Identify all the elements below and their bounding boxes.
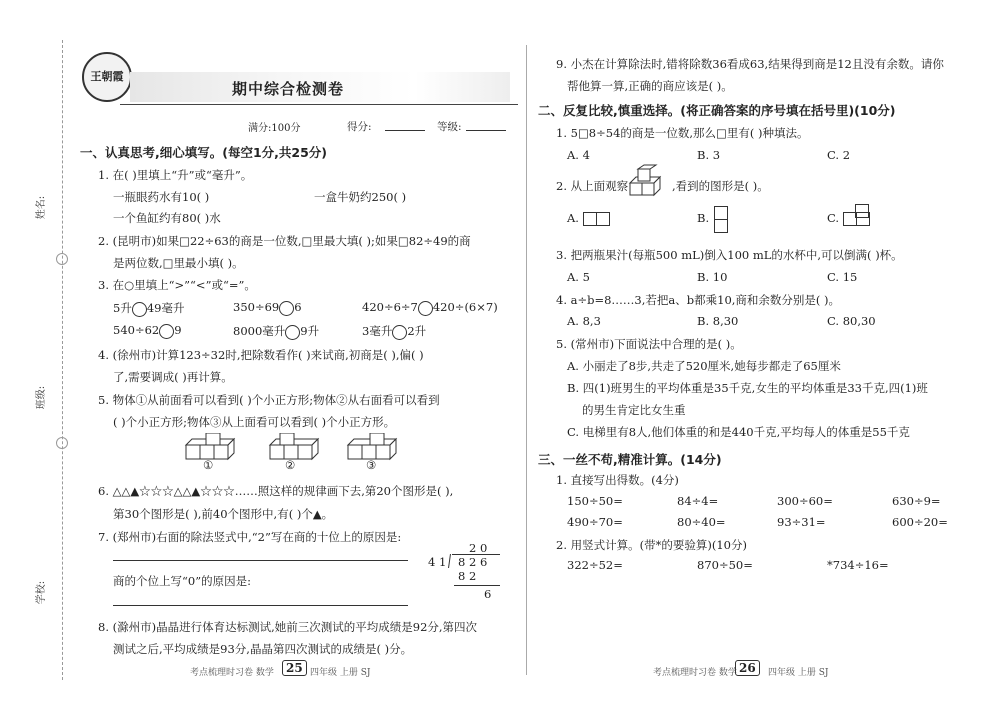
c1-item: 93÷31= [777, 515, 826, 529]
p3-option-c[interactable]: C. 15 [827, 270, 858, 284]
q6-line2: 第30个图形是( ),前40个图形中,有( )个▲。 [113, 507, 334, 521]
square-icon [596, 212, 610, 226]
compare-circle[interactable] [392, 325, 407, 340]
c2-item: *734÷16= [827, 558, 889, 572]
section-2-heading: 二、反复比较,慎重选择。(将正确答案的序号填在括号里)(10分) [538, 103, 896, 118]
q7-line1: 7. (郑州市)右面的除法竖式中,“2”写在商的十位上的原因是: [98, 530, 402, 544]
p2-option-b[interactable]: B. [697, 211, 710, 225]
p1-option-a[interactable]: A. 4 [567, 148, 590, 162]
p5-text: 5. (常州市)下面说法中合理的是( )。 [556, 337, 742, 351]
p3-option-b[interactable]: B. 10 [697, 270, 728, 284]
q3-text: 3. 在○里填上“>”“<”或“=”。 [98, 278, 256, 292]
header-rule [120, 104, 518, 105]
footer-left-grade: 四年级 上册 SJ [310, 668, 371, 678]
c1-item: 150÷50= [567, 494, 623, 508]
p1-text: 1. 5□8÷54的商是一位数,那么□里有( )种填法。 [556, 126, 809, 140]
logo-badge [82, 52, 132, 102]
square-icon [714, 219, 728, 233]
margin-class-label: 班级: [36, 385, 48, 410]
c1-item: 490÷70= [567, 515, 623, 529]
p4-option-c[interactable]: C. 80,30 [827, 314, 876, 328]
p1-option-c[interactable]: C. 2 [827, 148, 851, 162]
binding-line [62, 40, 63, 680]
q3-row1b: 350÷69 6 [233, 300, 302, 314]
q1c-text: 一个鱼缸约有80( )水 [113, 211, 221, 225]
q7-line2: 商的个位上写“0”的原因是: [113, 574, 251, 588]
q9-line2: 帮他算一算,正确的商应该是( )。 [567, 79, 733, 93]
cube-label-1: ① [203, 458, 214, 472]
margin-name-label: 姓名: [36, 195, 48, 220]
square-icon [855, 204, 869, 218]
q9-line1: 9. 小杰在计算除法时,错将除数36看成63,结果得到商是12且没有余数。请你 [556, 57, 944, 71]
q7-answer-line-1[interactable] [113, 560, 408, 561]
p2-option-c[interactable]: C. [827, 211, 870, 226]
division-divisor: 4 1 [428, 555, 447, 569]
q3-row1c: 420÷6÷7 420÷(6×7) [362, 300, 498, 314]
full-score: 满分:100分 [248, 123, 301, 134]
c2-item: 870÷50= [697, 558, 753, 572]
footer-right-page: 26 [735, 660, 760, 676]
compare-circle[interactable] [132, 302, 147, 317]
square-icon [583, 212, 597, 226]
section-1-heading: 一、认真思考,细心填写。(每空1分,共25分) [80, 145, 328, 160]
p2-option-b-shape [714, 206, 728, 233]
p2-text: 2. 从上面观察 [556, 179, 629, 193]
section-3-heading: 三、一丝不苟,精准计算。(14分) [538, 452, 722, 467]
q3-row1: 5升 49毫升 [113, 301, 185, 315]
q5-line2: ( )个小正方形;物体③从上面看可以看到( )个小正方形。 [113, 415, 396, 429]
division-rule [454, 585, 500, 586]
logo-text: 王朝霞 [90, 70, 124, 83]
c1-item: 300÷60= [777, 494, 833, 508]
p2-cube-figure [628, 163, 672, 201]
cube-figure-1 [186, 433, 234, 459]
footer-left-page: 25 [282, 660, 307, 676]
margin-school-label: 学校: [36, 580, 48, 605]
q2-line1: 2. (昆明市)如果□22÷63的商是一位数,□里最大填( );如果□82÷49的商 [98, 234, 471, 248]
cube-label-2: ② [285, 458, 296, 472]
p5-option-a[interactable]: A. 小丽走了8步,共走了520厘米,她每步都走了65厘米 [567, 359, 841, 373]
cube-label-3: ③ [366, 458, 377, 472]
c1-item: 80÷40= [677, 515, 726, 529]
grade-field[interactable] [466, 130, 506, 131]
c2-item: 322÷52= [567, 558, 623, 572]
score-field[interactable] [385, 130, 425, 131]
q2-line2: 是两位数,□里最小填( )。 [113, 256, 244, 270]
p2-option-a[interactable]: A. [567, 211, 610, 226]
column-divider [526, 45, 527, 675]
p4-option-b[interactable]: B. 8,30 [697, 314, 739, 328]
division-dividend: 8 2 6 [458, 555, 488, 569]
p4-option-a[interactable]: A. 8,3 [567, 314, 601, 328]
binding-hole [56, 437, 68, 449]
division-product: 8 2 [458, 569, 477, 583]
score-label: 得分: [347, 121, 372, 133]
p5-option-b-line2: 的男生肯定比女生重 [582, 403, 686, 417]
page-title: 期中综合检测卷 [232, 80, 345, 98]
q1a-text: 一瓶眼药水有10( ) [113, 190, 210, 204]
c1-item: 84÷4= [677, 494, 719, 508]
division-quotient: 2 0 [469, 541, 488, 555]
square-icon [714, 206, 728, 220]
footer-right-series: 考点梳理时习卷 数学 [653, 668, 737, 678]
p3-option-a[interactable]: A. 5 [567, 270, 590, 284]
p2-text-end: ,看到的图形是( )。 [672, 179, 769, 193]
c1-item: 630÷9= [892, 494, 941, 508]
q4-line1: 4. (徐州市)计算123÷32时,把除数看作( )来试商,初商是( ),偏( ) [98, 348, 424, 362]
compare-circle[interactable] [279, 301, 294, 316]
q1-text: 1. 在( )里填上“升”或“毫升”。 [98, 168, 253, 182]
p2-option-c-top [855, 200, 869, 219]
p5-option-b-line1[interactable]: B. 四(1)班男生的平均体重是35千克,女生的平均体重是33千克,四(1)班 [567, 381, 928, 395]
q3-row2c: 3毫升 2升 [362, 324, 427, 338]
compare-circle[interactable] [159, 324, 174, 339]
c2-text: 2. 用竖式计算。(带*的要验算)(10分) [556, 538, 747, 552]
q1b-text: 一盒牛奶约250( ) [314, 190, 407, 204]
compare-circle[interactable] [418, 301, 433, 316]
p1-option-b[interactable]: B. 3 [697, 148, 721, 162]
p5-option-c[interactable]: C. 电梯里有8人,他们体重的和是440千克,平均每人的体重是55千克 [567, 425, 910, 439]
division-bracket [448, 554, 451, 568]
q7-answer-line-2[interactable] [113, 605, 408, 606]
footer-left-series: 考点梳理时习卷 数学 [190, 668, 274, 678]
grade-label: 等级: [437, 121, 462, 133]
division-remainder: 6 [484, 587, 492, 601]
p3-text: 3. 把两瓶果汁(每瓶500 mL)倒入100 mL的水杯中,可以倒满( )杯。 [556, 248, 903, 262]
q3-row2: 540÷62 9 [113, 323, 182, 337]
q8-line1: 8. (滁州市)晶晶进行体育达标测试,她前三次测试的平均成绩是92分,第四次 [98, 620, 478, 634]
p4-text: 4. a÷b=8……3,若把a、b都乘10,商和余数分别是( )。 [556, 293, 841, 307]
q4-line2: 了,需要调成( )再计算。 [113, 370, 233, 384]
c1-item: 600÷20= [892, 515, 948, 529]
c1-text: 1. 直接写出得数。(4分) [556, 473, 679, 487]
q6-line1: 6. △△▲☆☆☆△△▲☆☆☆……照这样的规律画下去,第20个图形是( ), [98, 484, 454, 498]
footer-right-grade: 四年级 上册 SJ [768, 668, 829, 678]
cube-figure-2 [270, 433, 318, 459]
q5-line1: 5. 物体①从前面看可以看到( )个小正方形;物体②从右面看可以看到 [98, 393, 440, 407]
q8-line2: 测试之后,平均成绩是93分,晶晶第四次测试的成绩是( )分。 [113, 642, 413, 656]
q3-row2b: 8000毫升 9升 [233, 324, 320, 338]
binding-hole [56, 253, 68, 265]
compare-circle[interactable] [285, 325, 300, 340]
cube-figure-3 [348, 433, 396, 459]
